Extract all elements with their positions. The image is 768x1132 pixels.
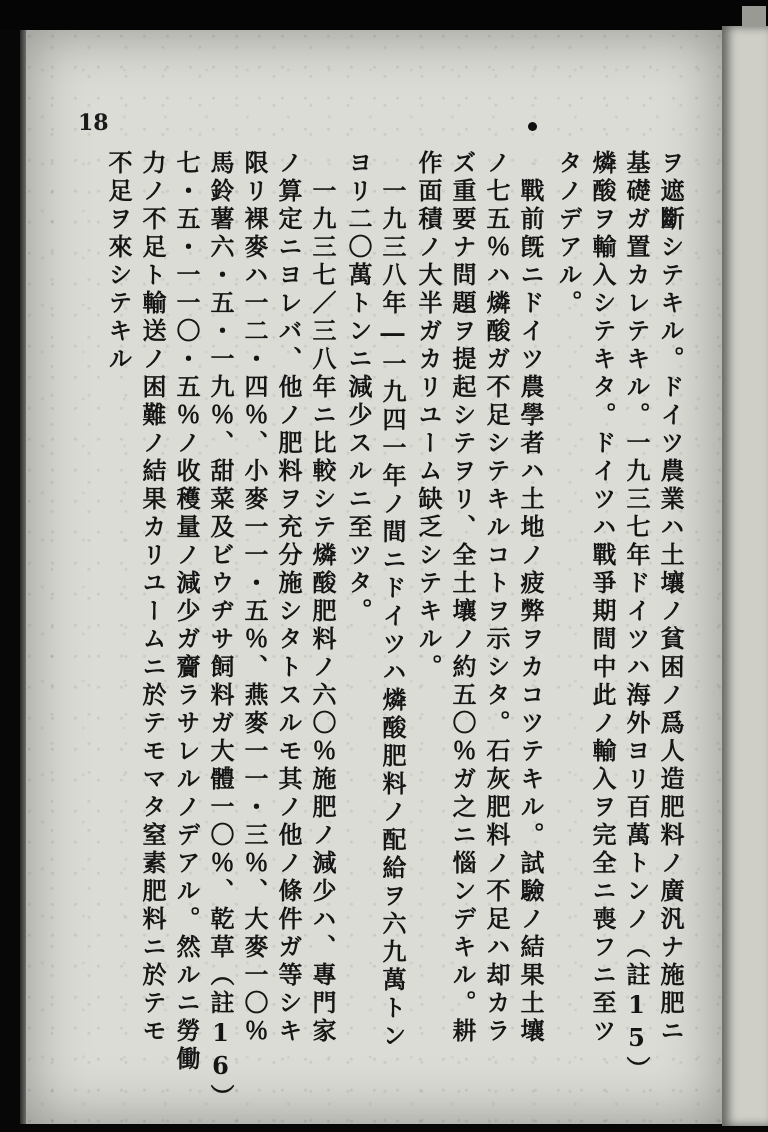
text-column: 燐酸ヲ輸入シテキタ。ドイツハ戰爭期間中此ノ輸入ヲ完全ニ喪フニ至ツ (588, 150, 617, 1046)
text-column: 不足ヲ來シテキル (104, 150, 133, 374)
ink-dot (528, 122, 537, 131)
text-column: 力ノ不足ト輸送ノ困難ノ結果カリユームニ於テモマタ窒素肥料ニ於テモ (138, 150, 167, 1046)
text-column: ノ七五％ハ燐酸ガ不足シテキルコトヲ示シタ。石灰肥料ノ不足ハ却カラ (482, 150, 511, 1046)
text-column: 一九三八年―一九四一年ノ間ニドイツハ燐酸肥料ノ配給ヲ六九萬トン (378, 150, 407, 1051)
book-page (26, 30, 722, 1124)
vertical-text-body (74, 150, 694, 1112)
adjacent-page-edge (722, 26, 768, 1126)
scan-top-border (0, 0, 768, 30)
text-column: 作面積ノ大半ガカリユーム缺乏シテキル。 (414, 150, 443, 682)
text-column: ヨリ二〇萬トンニ減少スルニ至ツタ。 (344, 150, 373, 626)
text-column: タノデアル。 (554, 150, 583, 318)
text-column: 馬鈴薯六・五・一九％、甜菜及ビウヂサ飼料ガ大體一〇％、乾草（註16） (206, 150, 235, 1112)
text-column: ノ算定ニヨレバ、他ノ肥料ヲ充分施シタトスルモ其ノ他ノ條件ガ等シキ (274, 150, 303, 1046)
text-column: ズ重要ナ問題ヲ提起シテヲリ、全土壤ノ約五〇％ガ之ニ惱ンデキル。耕 (448, 150, 477, 1046)
text-column: ヲ遮斷シテキル。ドイツ農業ハ土壤ノ貧困ノ爲人造肥料ノ廣汎ナ施肥ニ (656, 150, 685, 1046)
page-number: 18 (78, 110, 109, 136)
scan-corner-tab (742, 6, 766, 28)
text-column: 戰前旣ニドイツ農學者ハ土地ノ疲弊ヲカコツテキル。試驗ノ結果土壤 (516, 150, 545, 1046)
text-column: 一九三七／三八年ニ比較シテ燐酸肥料ノ六〇％施肥ノ減少ハ、專門家 (308, 150, 337, 1046)
text-column: 限リ裸麥ハ一二・四％、小麥一一・五％、燕麥一一・三％、大麥一〇％ (240, 150, 269, 1046)
text-column: 七・五・一一〇・五％ノ收穫量ノ減少ガ齎ラサレルノデアル。然ルニ勞働 (172, 150, 201, 1074)
text-column: 基礎ガ置カレテキル。一九三七年ドイツハ海外ヨリ百萬トンノ（註15） (622, 150, 651, 1084)
